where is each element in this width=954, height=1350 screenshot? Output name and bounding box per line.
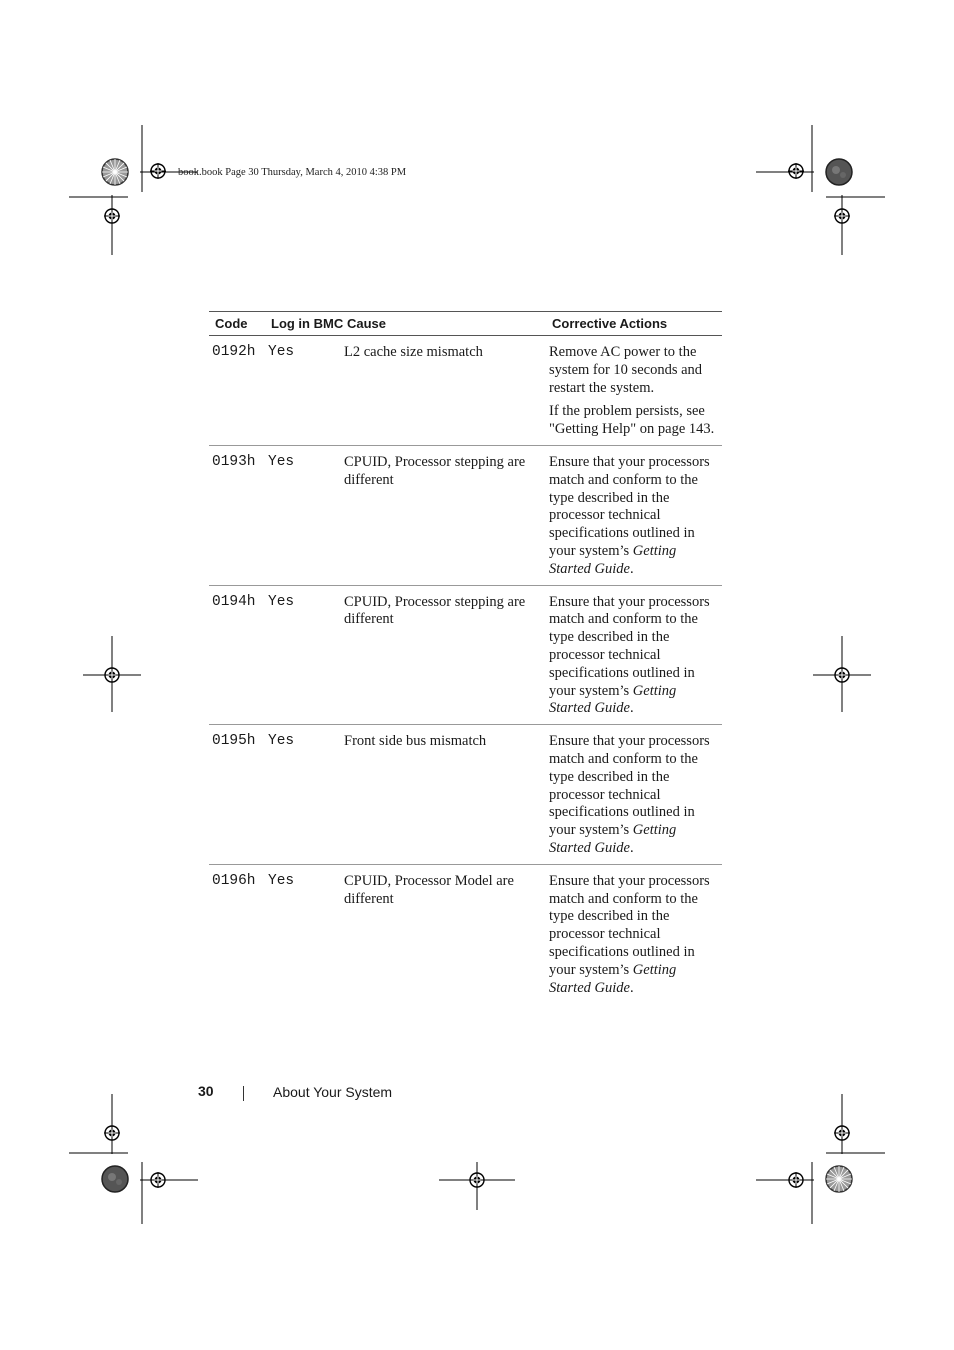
cell-actions [546,585,722,725]
cell-cause: Front side bus mismatch [341,725,546,865]
table-row [209,445,722,585]
cell-actions [546,445,722,585]
table-row [209,336,722,446]
column-header-cause: Cause [341,312,546,336]
footer-divider [243,1086,244,1101]
cell-log: Yes [268,872,295,889]
action-paragraph: Ensure that your processors match and conform to the type described in the processor technical specifications outlined in your system’s Getting Started Guide. [549,453,710,577]
table-row [209,585,722,725]
table-header-row [209,312,722,336]
action-paragraph: Ensure that your processors match and conform to the type described in the processor technical specifications outlined in your system’s Getting Started Guide. [549,733,710,856]
table-row [209,725,722,865]
cell-cause: CPUID, Processor stepping are different [341,585,546,725]
cell-cause: CPUID, Processor Model are different [344,872,514,907]
column-header-code: Code [209,312,265,336]
cell-log: Yes [265,725,341,865]
cell-log: Yes [265,585,341,725]
page-number: 30 [198,1083,214,1099]
action-paragraph: Ensure that your processors match and conform to the type described in the processor technical specifications outlined in your system’s Getting Started Guide. [549,593,710,717]
cell-log: Yes [265,336,341,446]
cell-actions [546,336,722,446]
cell-code: 0193h [209,445,265,585]
cell-actions [546,864,722,1003]
footer-section-title: About Your System [273,1084,393,1100]
cell-actions [546,725,722,865]
action-paragraph: If the problem persists, see "Getting Help" on page 143. [549,403,715,438]
error-code-table [209,311,722,1003]
cell-log: Yes [265,445,341,585]
action-paragraph: Ensure that your processors match and conform to the type described in the processor technical specifications outlined in your system’s Getting Started Guide. [549,872,710,996]
cell-cause: L2 cache size mismatch [341,336,546,446]
page-footer [198,1083,214,1099]
column-header-log: Log in BMC [265,312,341,336]
action-paragraph: Remove AC power to the system for 10 seconds and restart the system. [549,344,703,396]
print-slug: book.book Page 30 Thursday, March 4, 2010 4:38 PM [178,167,407,178]
cell-code: 0192h [209,336,265,446]
cell-code: 0195h [209,725,265,865]
cell-cause: CPUID, Processor stepping are different [341,445,546,585]
column-header-actions: Corrective Actions [546,312,722,336]
table-row [209,864,722,1003]
cell-code: 0196h [212,872,256,889]
cell-code: 0194h [209,585,265,725]
